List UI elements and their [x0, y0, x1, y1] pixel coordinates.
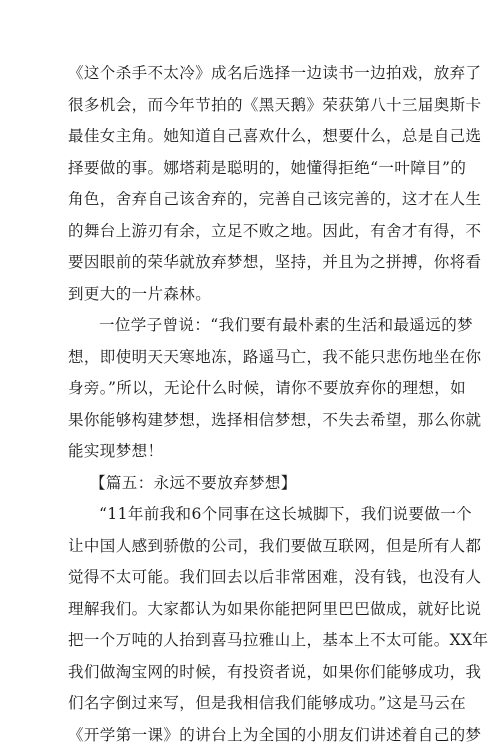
text-line: 的舞台上游刃有余，立足不败之地。因此，有舍才有得，不	[68, 216, 434, 248]
text-line: 身旁。”所以，无论什么时候，请你不要放弃你的理想，如	[68, 373, 434, 405]
text-line: 理解我们。大家都认为如果你能把阿里巴巴做成，就好比说	[68, 594, 434, 626]
text-line: 到更大的一片森林。	[68, 279, 434, 311]
text-line: 果你能够构建梦想，选择相信梦想，不失去希望，那么你就	[68, 405, 434, 437]
text-line: 《开学第一课》的讲台上为全国的小朋友们讲述着自己的梦	[68, 720, 434, 751]
paragraph-first-line: “11年前我和6个同事在这长城脚下，我们说要做一个	[68, 499, 434, 531]
text-line: 择要做的事。娜塔莉是聪明的，她懂得拒绝“一叶障目”的	[68, 153, 434, 185]
text-line: 要因眼前的荣华就放弃梦想，坚持，并且为之拼搏，你将看	[68, 247, 434, 279]
text-line: 觉得不太可能。我们回去以后非常困难，没有钱，也没有人	[68, 562, 434, 594]
text-line: 想，即使明天天寒地冻，路遥马亡，我不能只悲伤地坐在你	[68, 342, 434, 374]
text-line: 能实现梦想！	[68, 436, 434, 468]
text-line: 角色，舍弃自己该舍弃的，完善自己该完善的，这才在人生	[68, 184, 434, 216]
section-heading: 【篇五：永远不要放弃梦想】	[68, 468, 434, 500]
text-line: 《这个杀手不太冷》成名后选择一边读书一边拍戏，放弃了	[68, 58, 434, 90]
text-line: 把一个万吨的人抬到喜马拉雅山上，基本上不太可能。XX年	[68, 625, 434, 657]
body-text	[68, 58, 434, 751]
text-line: 很多机会，而今年节拍的《黑天鹅》荣获第八十三届奥斯卡	[68, 90, 434, 122]
text-line: 最佳女主角。她知道自己喜欢什么，想要什么，总是自己选	[68, 121, 434, 153]
text-line: 我们做淘宝网的时候，有投资者说，如果你们能够成功，我	[68, 657, 434, 689]
text-line: 们名字倒过来写，但是我相信我们能够成功。”这是马云在	[68, 688, 434, 720]
text-line: 让中国人感到骄傲的公司，我们要做互联网，但是所有人都	[68, 531, 434, 563]
paragraph-first-line: 一位学子曾说：“我们要有最朴素的生活和最遥远的梦	[68, 310, 434, 342]
